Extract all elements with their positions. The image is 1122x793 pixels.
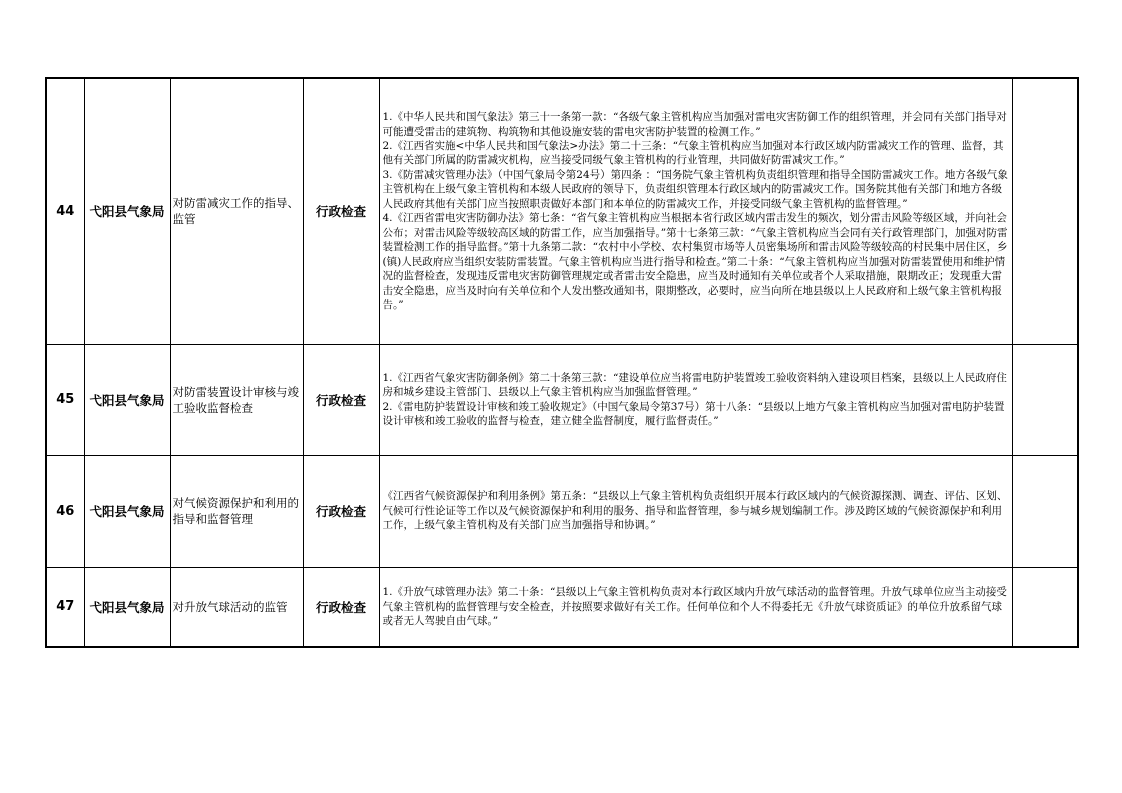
legal-basis-clause: 1.《江西省气象灾害防御条例》第二十条第三款：“建设单位应当将雷电防护装置竣工验收资料纳入建设项目档案，县级以上人民政府住房和城乡建设主管部门、县级以上气象主管机构应当加强监督管理。” bbox=[382, 371, 1007, 399]
row-number: 47 bbox=[46, 567, 84, 647]
legal-basis bbox=[379, 455, 1012, 567]
row-number: 45 bbox=[46, 344, 84, 455]
power-type: 行政检查 bbox=[303, 567, 379, 647]
remarks-cell bbox=[1012, 344, 1078, 455]
legal-basis-clause: 2.《江西省实施<中华人民共和国气象法>办法》第二十三条：“气象主管机构应当加强对本行政区域内防雷减灾工作的管理、监督，其他有关部门所属的防雷减灾机构，应当接受同级气象主管机构的行业管理，共同做好防雷减灾工作。” bbox=[382, 139, 1004, 167]
legal-basis-clause: 3.《防雷减灾管理办法》（中国气象局令第24号）第四条 ：“国务院气象主管机构负责组织管理和指导全国防雷减灾工作。地方各级气象主管机构在上级气象主管机构和本级人民政府的领导下，负责组织管理本行政区域内的防雷减灾工作。国务院其他有关部门和地方各级人民政府其他有关部门应当按照职责做好本部门和本单位的防雷减灾工作，并接受同级气象主管机构的监督管理。” bbox=[382, 168, 1008, 210]
legal-basis-clause: 1.《升放气球管理办法》第二十条：“县级以上气象主管机构负责对本行政区域内升放气球活动的监督管理。升放气球单位应当主动接受气象主管机构的监督管理与安全检查，并按照要求做好有关工作。任何单位和个人不得委托无《升放气球资质证》的单位升放系留气球或者无人驾驶自由气球。” bbox=[382, 586, 1007, 627]
remarks-cell bbox=[1012, 78, 1078, 344]
department-name: 弋阳县气象局 bbox=[84, 455, 170, 567]
department-name: 弋阳县气象局 bbox=[84, 567, 170, 647]
legal-basis bbox=[379, 78, 1012, 344]
remarks-cell bbox=[1012, 455, 1078, 567]
item-name: 对升放气球活动的监管 bbox=[170, 567, 303, 647]
table-row bbox=[46, 78, 1078, 344]
legal-basis-clause: 《江西省气候资源保护和利用条例》第五条：“县级以上气象主管机构负责组织开展本行政区域内的气候资源探测、调查、评估、区划、气候可行性论证等工作以及气候资源保护和利用的服务、指导和监督管理，参与城乡规划编制工作。涉及跨区域的气候资源保护和利用工作，上级气象主管机构及有关部门应当加强指导和协调。” bbox=[382, 490, 1008, 532]
power-type: 行政检查 bbox=[303, 455, 379, 567]
remarks-cell bbox=[1012, 567, 1078, 647]
legal-basis-clause: 2.《雷电防护装置设计审核和竣工验收规定》（中国气象局令第37号）第十八条：“县级以上地方气象主管机构应当加强对雷电防护装置设计审核和竣工验收的监督与检查，建立健全监督制度，履行监督责任。” bbox=[382, 400, 1005, 427]
power-type: 行政检查 bbox=[303, 78, 379, 344]
item-name: 对气候资源保护和利用的指导和监督管理 bbox=[170, 455, 303, 567]
legal-basis bbox=[379, 344, 1012, 455]
row-number: 46 bbox=[46, 455, 84, 567]
item-name: 对防雷减灾工作的指导、监管 bbox=[170, 78, 303, 344]
legal-basis bbox=[379, 567, 1012, 647]
legal-basis-clause: 1.《中华人民共和国气象法》第三十一条第一款：“各级气象主管机构应当加强对雷电灾害防御工作的组织管理，并会同有关部门指导对可能遭受雷击的建筑物、构筑物和其他设施安装的雷电灾害防护装置的检测工作。” bbox=[382, 111, 1007, 138]
department-name: 弋阳县气象局 bbox=[84, 344, 170, 455]
power-type: 行政检查 bbox=[303, 344, 379, 455]
table-row bbox=[46, 455, 1078, 567]
row-number: 44 bbox=[46, 78, 84, 344]
legal-basis-clause: 4.《江西省雷电灾害防御办法》第七条：“省气象主管机构应当根据本省行政区域内雷击发生的频次，划分雷击风险等级区域，并向社会公布；对雷击风险等级较高区域的防雷工作，应当加强指导。”第十七条第三款：“气象主管机构应当会同有关行政管理部门，加强对防雷装置检测工作的指导监督。”第十九条第二款：“农村中小学校、农村集贸市场等人员密集场所和雷击风险等级较高的村民集中居住区，乡(镇)人民政府应当组织安装防雷装置。气象主管机构应当进行指导和检查。”第二十条：“气象主管机构应当加强对防雷装置使用和维护情况的监督检查，发现违反雷电灾害防御管理规定或者雷击安全隐患，应当及时通知有关单位或者个人采取措施，限期改正；发现重大雷击安全隐患，应当及时向有关单位和个人发出整改通知书，限期整改，必要时，应当向所在地县级以上人民政府和上级气象主管机构报告。” bbox=[382, 212, 1008, 311]
department-name: 弋阳县气象局 bbox=[84, 78, 170, 344]
enforcement-items-table bbox=[45, 77, 1079, 648]
item-name: 对防雷装置设计审核与竣工验收监督检查 bbox=[170, 344, 303, 455]
table-row bbox=[46, 567, 1078, 647]
table-row bbox=[46, 344, 1078, 455]
